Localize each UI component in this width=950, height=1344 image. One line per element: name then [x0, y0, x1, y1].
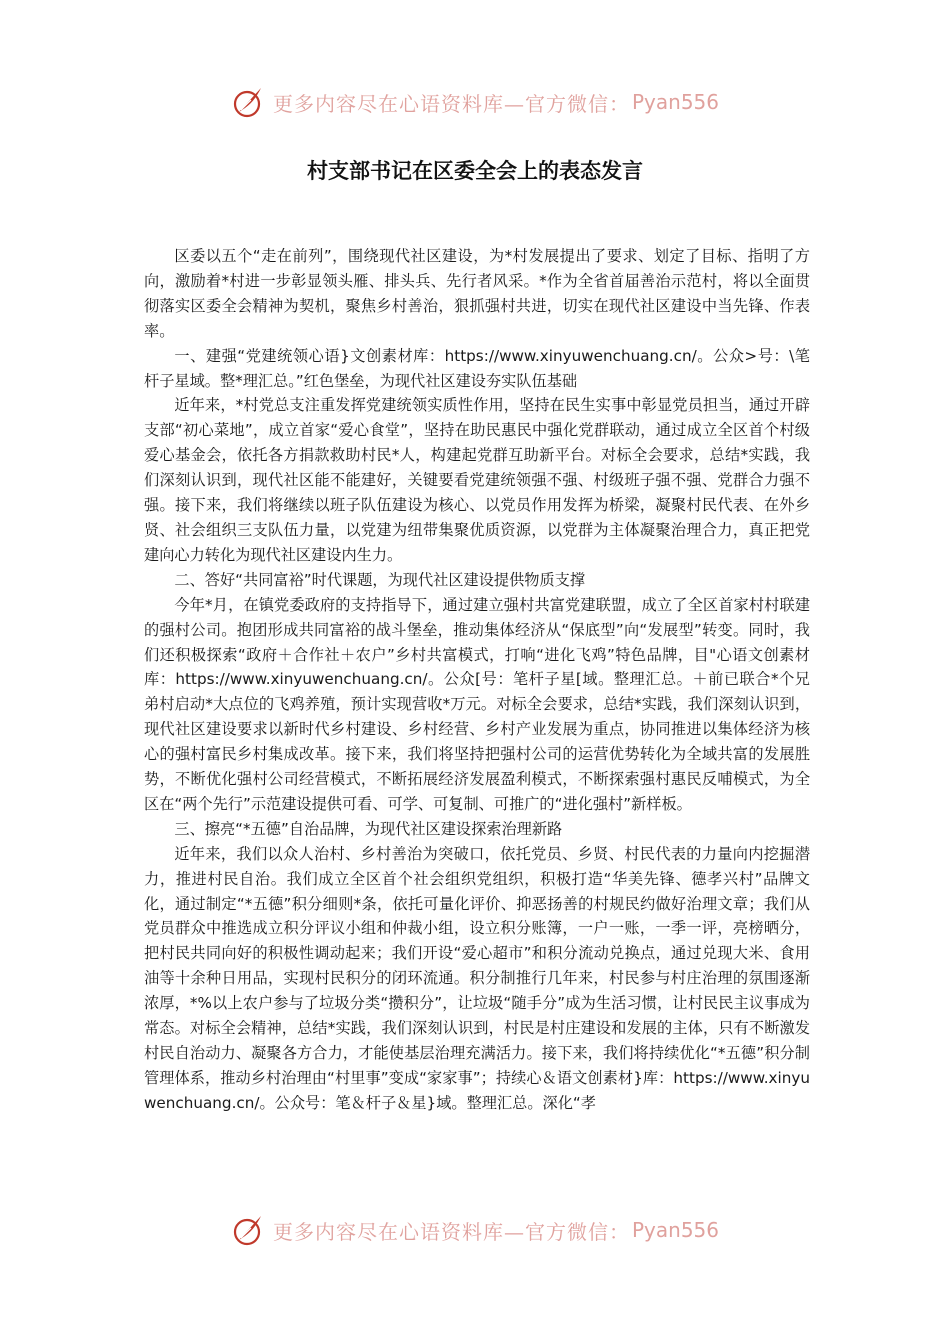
section-heading-1: 一、建强“党建统领心语}文创素材库：https://www.xinyuwenchuang.cn/。公众>号：\笔杆子星域。整*理汇总。”红色堡垒，为现代社区建设夯实队伍基础 — [144, 346, 810, 390]
footer-banner — [0, 1210, 950, 1250]
paragraph-section-3: 近年来，我们以众人治村、乡村善治为突破口，依托党员、乡贤、村民代表的力量向内挖掘潜力，推进村民自治。我们成立全区首个社会组织党组织，积极打造“华美先锋、德孝兴村”品牌文化，通过制定“*五德”积分细则*条，依托可量化评价、抑恶扬善的村规民约做好治理文章；我们从党员群众中推选成立积分评议小组和仲裁小组，设立积分账簿，一户一账，一季一评，亮榜晒分，把村民共同向好的积极性调动起来；我们开设“爱心超市”和积分流动兑换点，通过兑现大米、食用油等十余种日用品，实现村民积分的闭环流通。积分制推行几年来，村民参与村庄治理的氛围逐渐浓厚，*%以上农户参与了垃圾分类“攒积分”，让垃圾“随手分”成为生活习惯，让村民民主议事成为常态。对标全会精神，总结*实践，我们深刻认识到，村民是村庄建设和发展的主体，只有不断激发村民自治动力、凝聚各方合力，才能使基层治理充满活力。接下来，我们将持续优化“*五德”积分制管理体系，推动乡村治理由“村里事”变成“家家事”；持续心＆语文创素材}库：https://www.xinyuwenchuang.cn/。公众号：笔＆杆子＆星}域。整理汇总。深化“孝 — [144, 844, 810, 1112]
paragraph-section-2: 今年*月，在镇党委政府的支持指导下，通过建立强村共富党建联盟，成立了全区首家村村联建的强村公司。抱团形成共同富裕的战斗堡垒，推动集体经济从“保底型”向“发展型”转变。同时，我们还积极探索“政府＋合作社＋农户”乡村共富模式，打响“进化飞鸡”特色品牌，目"心语文创素材库：https://www.xinyuwenchuang.cn/。公众[号：笔杆子星[域。整理汇总。＋前已联合*个兄弟村启动*大点位的飞鸡养殖，预计实现营收*万元。对标全会要求，总结*实践，我们深刻认识到，现代社区建设要求以新时代乡村建设、乡村经营、乡村产业发展为重点，协同推进以集体经济为核心的强村富民乡村集成改革。接下来，我们将坚持把强村公司的运营优势转化为全域共富的发展胜势，不断优化强村公司经营模式，不断拓展经济发展盈利模式，不断探索强村惠民反哺模式，为全区在“两个先行”示范建设提供可看、可学、可复制、可推广的“进化强村”新样板。 — [144, 595, 810, 813]
banner-wechat-id: Pyan556 — [631, 1218, 719, 1242]
section-heading-2: 二、答好“共同富裕”时代课题，为现代社区建设提供物质支撑 — [174, 570, 586, 589]
quill-logo-icon — [231, 1212, 267, 1248]
document-body — [144, 244, 810, 1116]
banner-text: 更多内容尽在心语资料库—官方微信： — [272, 91, 630, 116]
header-banner — [0, 82, 950, 122]
banner-text: 更多内容尽在心语资料库—官方微信： — [272, 1219, 630, 1244]
quill-logo-icon — [231, 84, 267, 120]
section-heading-3: 三、擦亮“*五德”自治品牌，为现代社区建设探索治理新路 — [174, 819, 563, 838]
paragraph-section-1: 近年来，*村党总支注重发挥党建统领实质性作用，坚持在民生实事中彰显党员担当，通过开辟支部“初心菜地”，成立首家“爱心食堂”，坚持在助民惠民中强化党群联动，通过成立全区首个村级爱心基金会，依托各方捐款救助村民*人，构建起党群互助新平台。对标全会要求，总结*实践，我们深刻认识到，现代社区能不能建好，关键要看党建统领强不强、村级班子强不强、党群合力强不强。接下来，我们将继续以班子队伍建设为核心、以党员作用发挥为桥梁，凝聚村民代表、在外乡贤、社会组织三支队伍力量，以党建为纽带集聚优质资源，以党群为主体凝聚治理合力，真正把党建向心力转化为现代社区建设内生力。 — [144, 396, 810, 564]
paragraph-intro: 区委以五个“走在前列”，围绕现代社区建设，为*村发展提出了要求、划定了目标、指明了方向，激励着*村进一步彰显领头雁、排头兵、先行者风采。*作为全省首届善治示范村，将以全面贯彻落实区委全会精神为契机，聚焦乡村善治，狠抓强村共进，切实在现代社区建设中当先锋、作表率。 — [144, 247, 810, 340]
banner-wechat-id: Pyan556 — [631, 90, 719, 114]
document-title: 村支部书记在区委全会上的表态发言 — [307, 159, 643, 183]
